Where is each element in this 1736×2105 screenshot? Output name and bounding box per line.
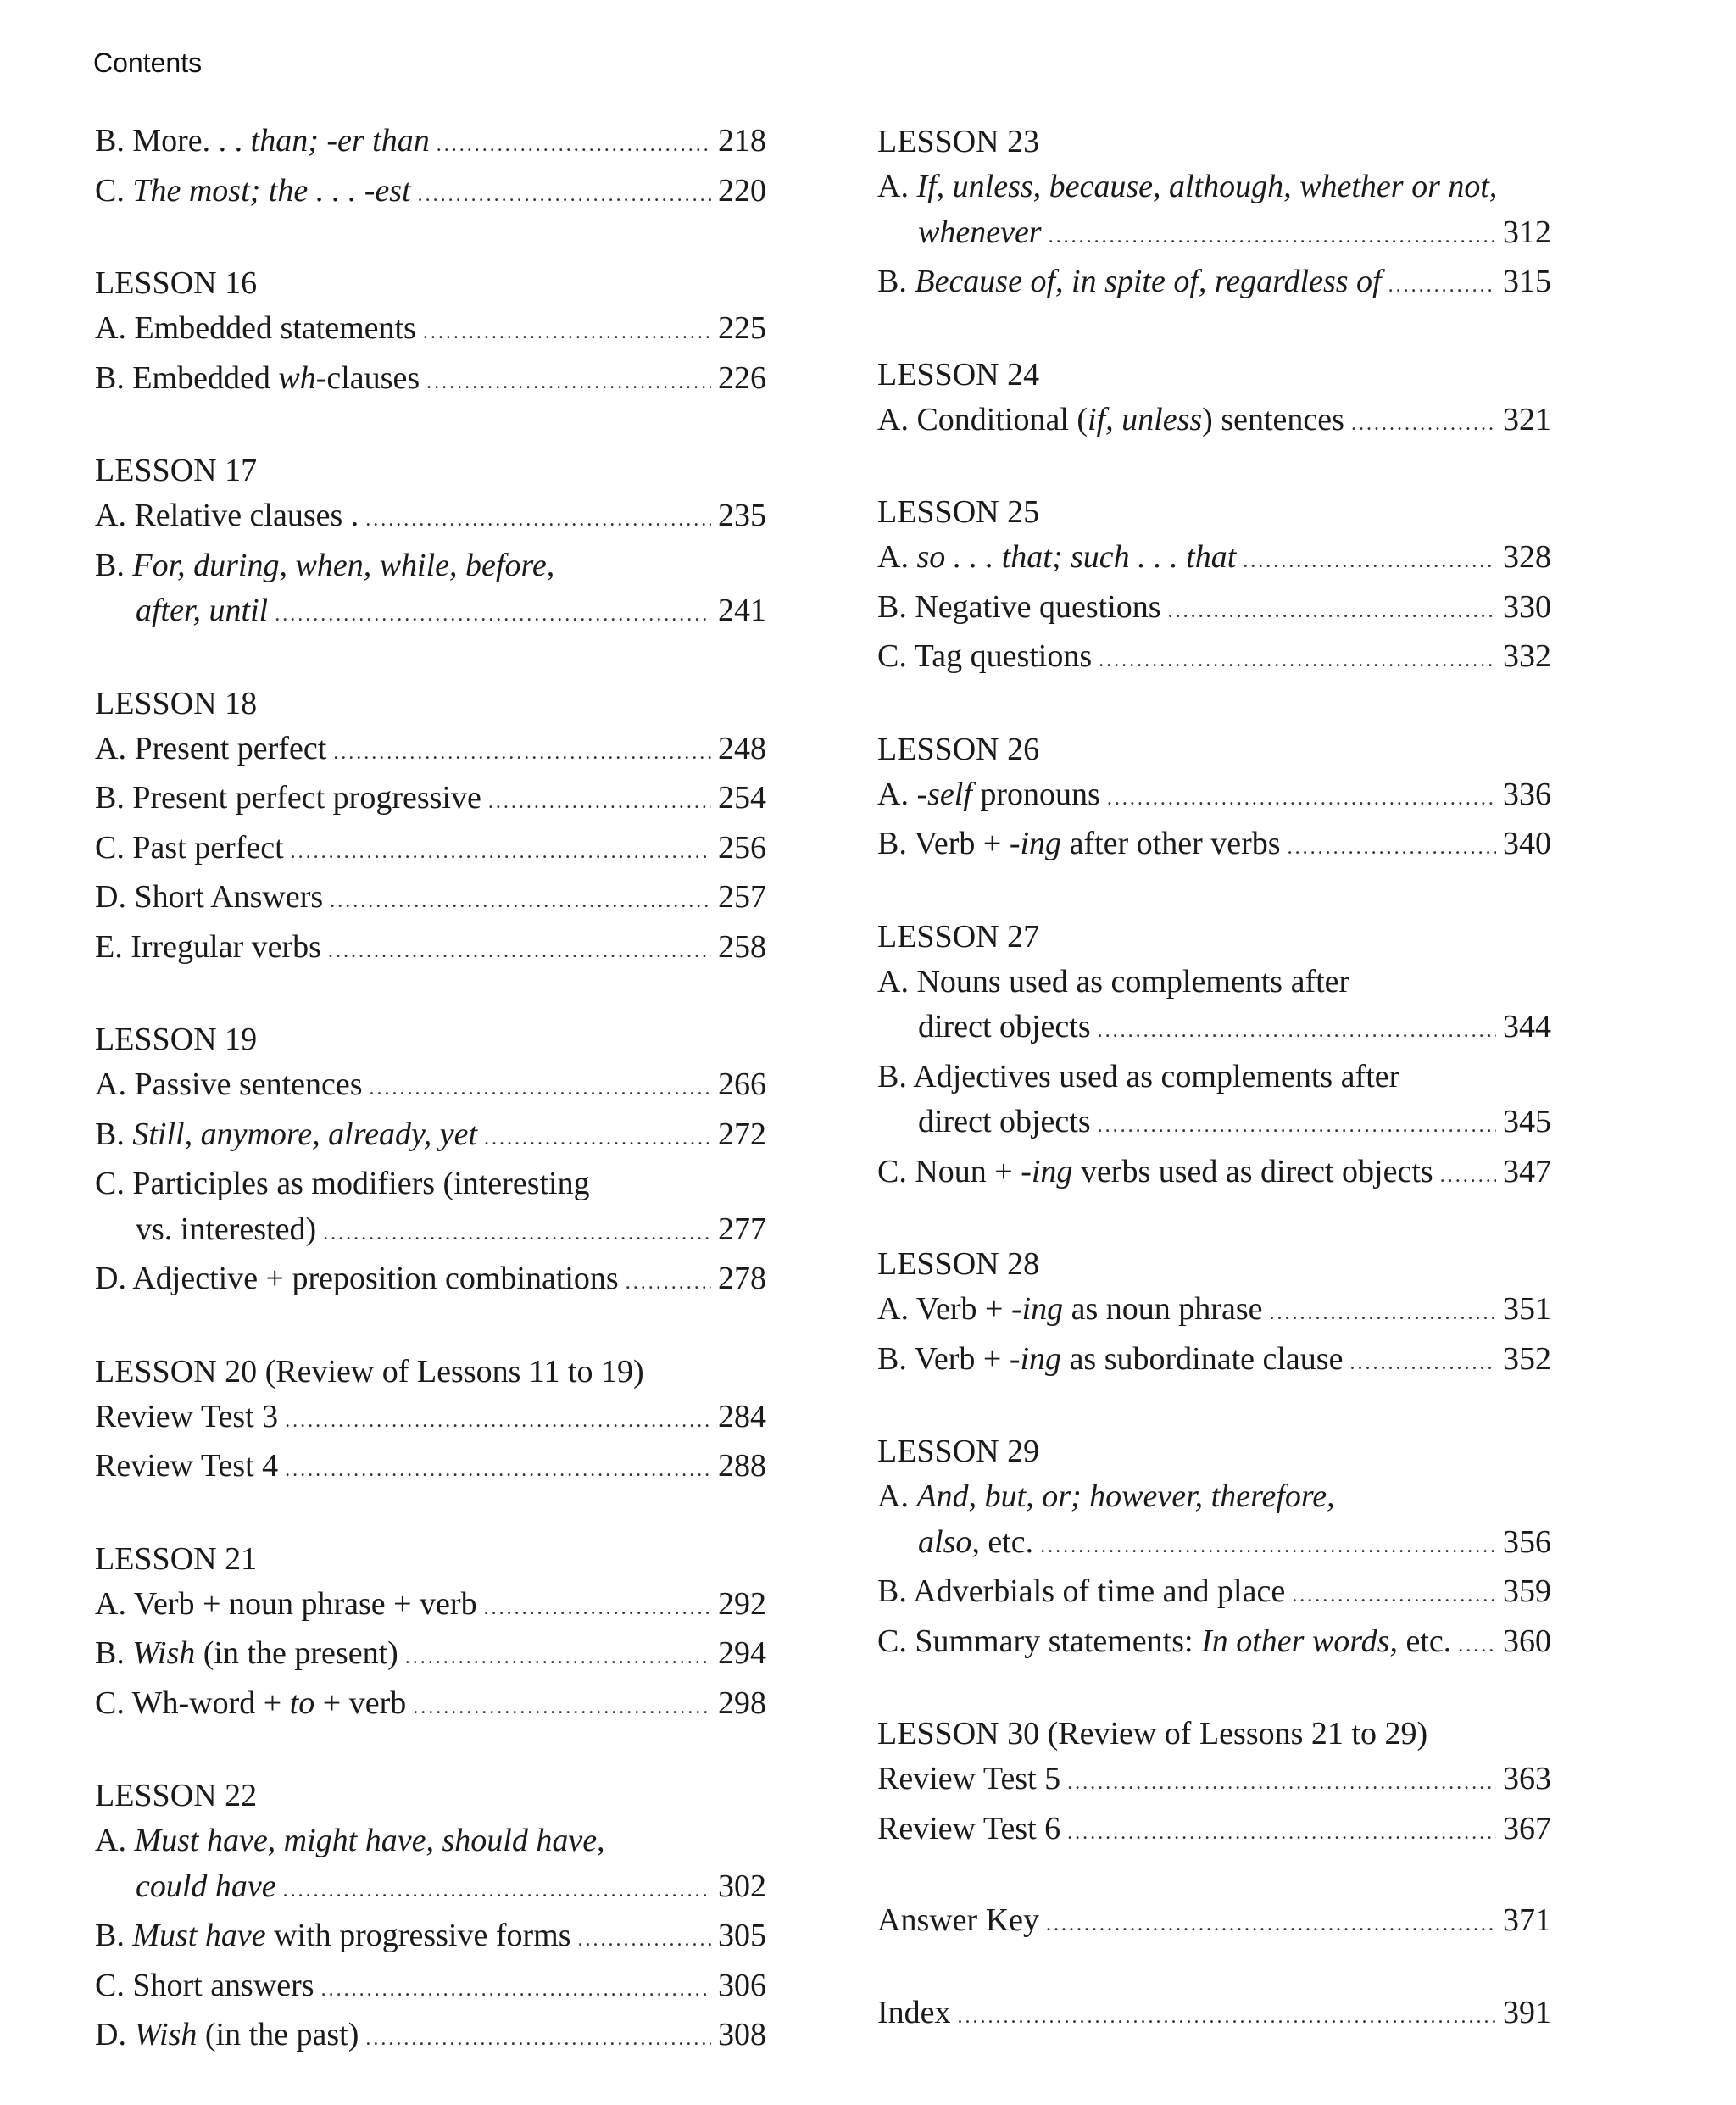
dot-leader — [1292, 1573, 1496, 1619]
dot-leader — [484, 1117, 711, 1162]
toc-entry[interactable] — [95, 1161, 766, 1256]
entry-text: A. Relative clauses . — [95, 498, 359, 533]
lesson-block — [877, 727, 1551, 872]
dot-leader — [1243, 539, 1496, 585]
toc-entry[interactable] — [95, 119, 766, 169]
lesson-block — [877, 352, 1551, 448]
dot-leader — [1067, 1811, 1496, 1857]
page-number: 254 — [718, 780, 766, 816]
entry-text: A. Verb + noun phrase + verb — [95, 1585, 477, 1622]
entry-text: Answer Key — [877, 1902, 1040, 1938]
entry-text: vs. interested) — [136, 1211, 317, 1247]
page-number: 340 — [1503, 826, 1551, 861]
toc-entry[interactable] — [877, 398, 1551, 448]
entry-text: D. Wish (in the past) — [95, 2017, 359, 2052]
toc-entry[interactable] — [95, 1913, 766, 1963]
lesson-title: LESSON 20 (Review of Lessons 11 to 19) — [95, 1353, 644, 1389]
lesson-title: LESSON 24 — [877, 356, 1040, 393]
page-number: 347 — [1503, 1153, 1551, 1189]
dot-leader — [405, 1635, 711, 1681]
page-number: 332 — [1503, 638, 1551, 674]
lesson-title: LESSON 18 — [95, 685, 258, 721]
toc-entry[interactable] — [877, 535, 1551, 585]
toc-entry[interactable] — [877, 585, 1551, 635]
lesson-block — [877, 1241, 1551, 1386]
lesson-title: LESSON 21 — [95, 1540, 258, 1577]
entry-text: Review Test 6 — [877, 1810, 1061, 1846]
dot-leader — [365, 498, 711, 543]
page-number: 328 — [1503, 539, 1551, 575]
lesson-block — [95, 1016, 766, 1306]
entry-text: E. Irregular verbs — [95, 928, 321, 965]
entry-text: B. Negative questions — [877, 588, 1161, 625]
dot-leader — [1067, 1761, 1496, 1807]
entry-text: C. The most; the . . . -est — [95, 172, 411, 209]
page-number: 258 — [718, 928, 766, 965]
lesson-block — [95, 681, 766, 975]
lesson-title: LESSON 22 — [95, 1778, 258, 1813]
page-number: 294 — [718, 1635, 766, 1671]
dot-leader — [323, 1211, 711, 1257]
entry-text: B. Adverbials of time and place — [877, 1573, 1286, 1609]
dot-leader — [488, 780, 711, 826]
page-number: 315 — [1503, 264, 1551, 299]
dot-leader — [1046, 1902, 1496, 1948]
page-number: 308 — [718, 2017, 766, 2052]
lesson-title: LESSON 17 — [95, 453, 258, 488]
toc-entry[interactable] — [877, 1055, 1551, 1150]
page-number: 345 — [1503, 1104, 1551, 1139]
entry-text: C. Noun + -ing verbs used as direct objects — [877, 1153, 1433, 1189]
toc-entry[interactable] — [95, 875, 766, 925]
toc-column-left — [95, 119, 766, 2105]
dot-leader — [1288, 826, 1496, 872]
lesson-block — [877, 914, 1551, 1200]
lesson-title: LESSON 16 — [95, 265, 258, 301]
lesson-block — [877, 1711, 1551, 1856]
entry-text: B. Verb + -ing as subordinate clause — [877, 1340, 1344, 1377]
dot-leader — [365, 2017, 711, 2063]
dot-leader — [1388, 264, 1496, 309]
entry-text: B. For, during, when, while, before, — [95, 547, 555, 583]
toc-entry[interactable] — [95, 169, 766, 219]
page-number: 226 — [718, 359, 766, 396]
entry-text: A. And, but, or; however, therefore, — [877, 1479, 1335, 1514]
lesson-block — [877, 489, 1551, 684]
dot-leader — [577, 1918, 711, 1963]
toc-column-right — [877, 119, 1551, 2082]
dot-leader — [285, 1448, 711, 1494]
toc-entry[interactable] — [95, 826, 766, 876]
page-number: 248 — [718, 730, 766, 766]
entry-text: A. Nouns used as complements after — [877, 963, 1350, 1000]
entry-text: Review Test 3 — [95, 1398, 279, 1434]
entry-text: whenever — [918, 214, 1042, 250]
entry-text: C. Past perfect — [95, 829, 284, 866]
page-number: 321 — [1503, 401, 1551, 437]
entry-text: D. Adjective + preposition combinations — [95, 1261, 619, 1296]
dot-leader — [426, 360, 711, 406]
toc-entry[interactable] — [95, 727, 766, 777]
dot-leader — [330, 879, 711, 925]
entry-text: could have — [136, 1868, 276, 1904]
entry-text: B. More. . . than; -er than — [95, 123, 430, 159]
entry-text: A. Embedded statements — [95, 310, 416, 346]
toc-entry[interactable] — [95, 1395, 766, 1445]
page-number: 272 — [718, 1116, 766, 1152]
page-number: 266 — [718, 1066, 766, 1102]
dot-leader — [333, 731, 711, 777]
dot-leader — [423, 310, 711, 356]
entry-text: C. Participles as modifiers (interesting — [95, 1166, 590, 1201]
dot-leader — [283, 1868, 711, 1914]
dot-leader — [1098, 1009, 1496, 1055]
page-number: 391 — [1503, 1994, 1551, 2030]
toc-entry[interactable] — [877, 1287, 1551, 1337]
dot-leader — [1098, 1104, 1496, 1150]
page-number: 312 — [1503, 214, 1551, 250]
entry-text: A. Conditional (if, unless) sentences — [877, 401, 1344, 437]
entry-text: B. Wish (in the present) — [95, 1635, 398, 1671]
entry-text: B. Present perfect progressive — [95, 780, 481, 816]
lesson-title: LESSON 29 — [877, 1434, 1040, 1469]
toc-entry[interactable] — [877, 960, 1551, 1055]
lesson-block — [95, 1349, 766, 1494]
entry-text: B. Verb + -ing after other verbs — [877, 826, 1281, 861]
toc-entry[interactable] — [95, 2013, 766, 2063]
page-number: 306 — [718, 1967, 766, 2003]
dot-leader — [275, 593, 711, 638]
toc-entry[interactable] — [877, 1807, 1551, 1857]
entry-text: A. -self pronouns — [877, 776, 1100, 812]
lesson-title: LESSON 30 (Review of Lessons 21 to 29) — [877, 1716, 1428, 1751]
lesson-title: LESSON 27 — [877, 918, 1040, 955]
dot-leader — [370, 1066, 711, 1112]
page-number: 278 — [718, 1261, 766, 1296]
dot-leader — [413, 1685, 711, 1731]
dot-leader — [1107, 777, 1496, 822]
dot-leader — [328, 929, 711, 975]
dot-leader — [285, 1399, 711, 1445]
dot-leader — [418, 173, 711, 219]
toc-entry[interactable] — [877, 1757, 1551, 1807]
lesson-block — [95, 1773, 766, 2063]
toc-entry[interactable] — [877, 1991, 1551, 2041]
toc-entry[interactable] — [877, 164, 1551, 259]
entry-text: direct objects — [918, 1104, 1091, 1139]
toc-entry[interactable] — [95, 543, 766, 638]
toc-entry[interactable] — [95, 776, 766, 826]
page-number: 352 — [1503, 1340, 1551, 1377]
toc-entry[interactable] — [877, 634, 1551, 684]
page-number: 298 — [718, 1685, 766, 1721]
page-number: 257 — [718, 879, 766, 915]
dot-leader — [484, 1586, 711, 1632]
entry-text: C. Short answers — [95, 1967, 314, 2003]
toc-entry[interactable] — [877, 1337, 1551, 1387]
page-number: 330 — [1503, 588, 1551, 625]
page-number: 292 — [718, 1585, 766, 1622]
entry-text: A. Must have, might have, should have, — [95, 1823, 605, 1858]
lesson-title: LESSON 23 — [877, 124, 1040, 159]
page-number: 344 — [1503, 1009, 1551, 1044]
entry-text: A. Present perfect — [95, 730, 327, 766]
page-number: 305 — [718, 1918, 766, 1953]
dot-leader — [1351, 402, 1496, 448]
page-number: 371 — [1503, 1902, 1551, 1938]
dot-leader — [291, 830, 711, 876]
page-number: 360 — [1503, 1623, 1551, 1659]
page-number: 256 — [718, 829, 766, 866]
dot-leader — [1099, 638, 1496, 684]
dot-leader — [1168, 589, 1496, 635]
toc-entry[interactable] — [95, 356, 766, 406]
page-number: 218 — [718, 123, 766, 159]
page-number: 225 — [718, 310, 766, 346]
toc-entry[interactable] — [95, 1444, 766, 1494]
lesson-block — [95, 448, 766, 638]
toc-entry[interactable] — [877, 1898, 1551, 1948]
dot-leader — [1458, 1623, 1496, 1669]
toc-entry[interactable] — [95, 1631, 766, 1681]
entry-text: A. so . . . that; such . . . that — [877, 539, 1237, 575]
lesson-block — [95, 1536, 766, 1731]
page-number: 241 — [718, 593, 766, 628]
toc-entry[interactable] — [95, 306, 766, 356]
page-number: 288 — [718, 1448, 766, 1484]
page-number: 302 — [718, 1868, 766, 1904]
dot-leader — [437, 123, 711, 169]
toc-entry[interactable] — [877, 1474, 1551, 1569]
entry-text: C. Summary statements: In other words, etc. — [877, 1623, 1452, 1659]
page-number: 363 — [1503, 1761, 1551, 1796]
entry-text: direct objects — [918, 1009, 1091, 1044]
entry-text: A. Passive sentences — [95, 1066, 363, 1102]
toc-entry[interactable] — [877, 1150, 1551, 1200]
toc-entry[interactable] — [95, 1963, 766, 2013]
page-number: 351 — [1503, 1291, 1551, 1327]
page-number: 220 — [718, 172, 766, 209]
toc-entry[interactable] — [95, 1256, 766, 1306]
toc-entry[interactable] — [95, 1582, 766, 1632]
lesson-block — [877, 119, 1551, 309]
dot-leader — [1440, 1154, 1496, 1200]
toc-entry[interactable] — [877, 1569, 1551, 1619]
toc-entry[interactable] — [877, 259, 1551, 309]
toc-entry[interactable] — [95, 1112, 766, 1162]
toc-entry[interactable] — [95, 1681, 766, 1731]
entry-text: Index — [877, 1994, 951, 2030]
dot-leader — [1049, 214, 1496, 260]
lesson-title: LESSON 26 — [877, 731, 1040, 767]
page-header: Contents — [93, 47, 203, 78]
lesson-block — [95, 260, 766, 405]
dot-leader — [1270, 1291, 1497, 1337]
entry-text: B. Must have with progressive forms — [95, 1918, 571, 1953]
entry-text: B. Because of, in spite of, regardless of — [877, 264, 1382, 299]
toc-entry[interactable] — [95, 1062, 766, 1112]
lesson-block — [877, 1428, 1551, 1668]
page-number: 367 — [1503, 1810, 1551, 1846]
entry-text: B. Embedded wh-clauses — [95, 359, 420, 396]
entry-text: A. If, unless, because, although, whether or not, — [877, 169, 1498, 204]
page-number: 235 — [718, 498, 766, 533]
entry-text: after, until — [136, 593, 269, 628]
dot-leader — [1040, 1524, 1496, 1570]
entry-text: Review Test 4 — [95, 1448, 279, 1484]
entry-text: B. Adjectives used as complements after — [877, 1058, 1400, 1094]
toc-entry[interactable] — [877, 821, 1551, 872]
entry-text: A. Verb + -ing as noun phrase — [877, 1291, 1263, 1327]
lesson-title: LESSON 25 — [877, 494, 1040, 530]
toc-entry[interactable] — [877, 772, 1551, 822]
entry-text: also, etc. — [918, 1523, 1034, 1560]
lesson-block — [877, 1898, 1551, 1948]
page-number: 356 — [1503, 1523, 1551, 1560]
toc-entry[interactable] — [877, 1619, 1551, 1669]
dot-leader — [626, 1261, 711, 1306]
entry-text: D. Short Answers — [95, 879, 324, 915]
entry-text: B. Still, anymore, already, yet — [95, 1116, 478, 1152]
entry-text: C. Tag questions — [877, 638, 1093, 674]
lesson-block — [95, 119, 766, 218]
page-number: 284 — [718, 1398, 766, 1434]
dot-leader — [321, 1968, 711, 2013]
page-number: 359 — [1503, 1573, 1551, 1609]
page-number: 336 — [1503, 776, 1551, 812]
dot-leader — [1349, 1341, 1496, 1387]
toc-entry[interactable] — [95, 493, 766, 543]
toc-entry[interactable] — [95, 1818, 766, 1913]
page-number: 277 — [718, 1211, 766, 1247]
entry-text: Review Test 5 — [877, 1761, 1061, 1796]
lesson-title: LESSON 28 — [877, 1246, 1040, 1282]
entry-text: C. Wh-word + to + verb — [95, 1685, 407, 1721]
lesson-block — [877, 1991, 1551, 2041]
toc-entry[interactable] — [95, 925, 766, 975]
lesson-title: LESSON 19 — [95, 1022, 258, 1057]
